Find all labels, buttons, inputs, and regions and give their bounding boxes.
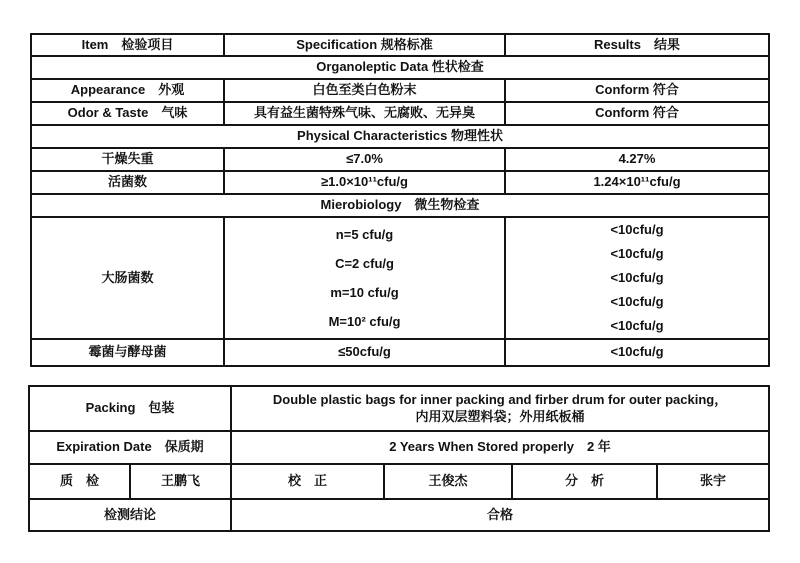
appearance-spec: 白色至类白色粉末 — [224, 79, 505, 102]
appearance-result: Conform 符合 — [505, 79, 769, 102]
coliform-result-lines — [506, 218, 768, 338]
loss-on-drying-result: 4.27% — [505, 148, 769, 171]
coliform-result-line: <10cfu/g — [610, 270, 664, 285]
packing-label: Packing 包装 — [29, 386, 231, 431]
analysis-name: 张宇 — [657, 464, 769, 499]
section-microbiology-title: Mierobiology 微生物检查 — [31, 194, 769, 217]
coliform-spec-line: m=10 cfu/g — [330, 285, 399, 300]
odor-item: Odor & Taste 气味 — [31, 102, 224, 125]
table-row-conclusion — [29, 499, 769, 531]
coliform-result-line: <10cfu/g — [610, 294, 664, 309]
section-row-microbiology — [31, 194, 769, 217]
table-row-loss-on-drying — [31, 148, 769, 171]
table-row-odor-taste — [31, 102, 769, 125]
table-row-appearance — [31, 79, 769, 102]
packing-value — [231, 386, 769, 431]
packing-value-line1: Double plastic bags for inner packing and firber drum for outer packing， — [272, 392, 728, 408]
table-row-mold-yeast — [31, 339, 769, 366]
appearance-item: Appearance 外观 — [31, 79, 224, 102]
expiration-value: 2 Years When Stored properly 2 年 — [231, 431, 769, 464]
table-header-row — [31, 34, 769, 56]
conclusion-value: 合格 — [231, 499, 769, 531]
coliform-spec-line: n=5 cfu/g — [335, 227, 394, 242]
coliform-result-line: <10cfu/g — [610, 318, 664, 333]
section-physical-title: Physical Characteristics 物理性状 — [31, 125, 769, 148]
coliform-spec — [224, 217, 505, 339]
coliform-spec-lines — [225, 220, 504, 336]
packing-value-line2: 内用双层塑料袋；外用纸板桶 — [415, 408, 585, 424]
section-organoleptic-title: Organoleptic Data 性状检查 — [31, 56, 769, 79]
analysis-label: 分 析 — [512, 464, 657, 499]
mold-yeast-spec: ≤50cfu/g — [224, 339, 505, 366]
header-specification: Specification 规格标准 — [224, 34, 505, 56]
odor-result: Conform 符合 — [505, 102, 769, 125]
odor-spec: 具有益生菌特殊气味、无腐败、无异臭 — [224, 102, 505, 125]
qc-name: 王鹏飞 — [130, 464, 231, 499]
coliform-spec-line: C=2 cfu/g — [335, 256, 394, 271]
table-row-expiration — [29, 431, 769, 464]
conclusion-label: 检测结论 — [29, 499, 231, 531]
coliform-result-line: <10cfu/g — [610, 222, 664, 237]
inspection-table — [30, 33, 770, 367]
viable-count-item: 活菌数 — [31, 171, 224, 194]
table-row-viable-count — [31, 171, 769, 194]
proofread-label: 校 正 — [231, 464, 384, 499]
coliform-item: 大肠菌数 — [31, 217, 224, 339]
coliform-result-line: <10cfu/g — [610, 246, 664, 261]
loss-on-drying-spec: ≤7.0% — [224, 148, 505, 171]
viable-count-result: 1.24×10¹¹cfu/g — [505, 171, 769, 194]
packing-info-table — [28, 385, 770, 532]
expiration-label: Expiration Date 保质期 — [29, 431, 231, 464]
mold-yeast-result: <10cfu/g — [505, 339, 769, 366]
viable-count-spec: ≥1.0×10¹¹cfu/g — [224, 171, 505, 194]
coliform-spec-line: M=10² cfu/g — [328, 314, 401, 329]
mold-yeast-item: 霉菌与酵母菌 — [31, 339, 224, 366]
header-item: Item 检验项目 — [31, 34, 224, 56]
table-row-coliform — [31, 217, 769, 339]
qc-label: 质 检 — [29, 464, 130, 499]
section-row-organoleptic — [31, 56, 769, 79]
loss-on-drying-item: 干燥失重 — [31, 148, 224, 171]
coliform-result — [505, 217, 769, 339]
proofread-name: 王俊杰 — [384, 464, 512, 499]
section-row-physical — [31, 125, 769, 148]
header-results: Results 结果 — [505, 34, 769, 56]
table-row-packing — [29, 386, 769, 431]
table-row-signatures — [29, 464, 769, 499]
